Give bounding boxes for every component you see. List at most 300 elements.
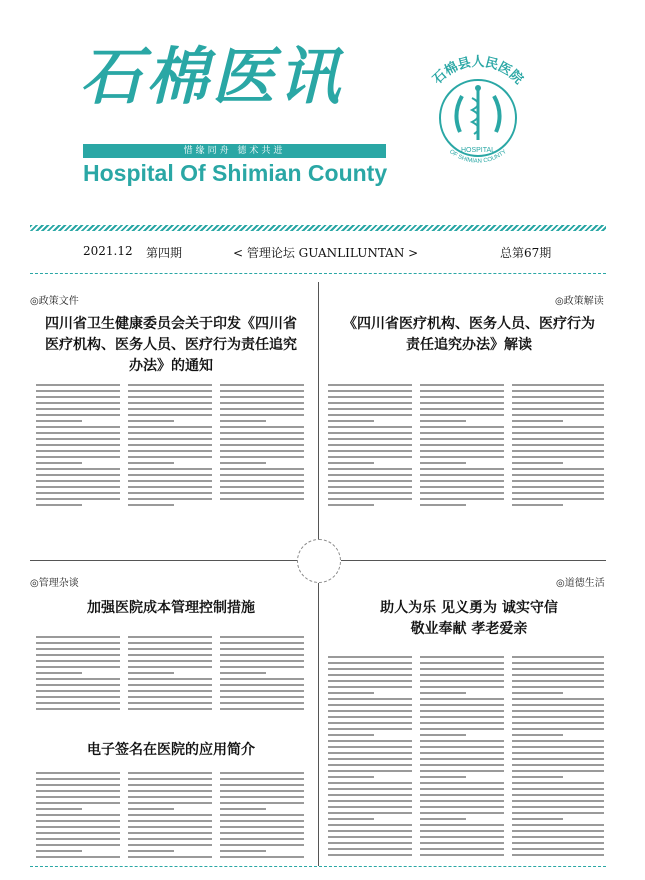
- body-text-line: [512, 396, 604, 398]
- body-text-line: [420, 704, 504, 706]
- body-text-line: [36, 444, 120, 446]
- body-text-line: [420, 776, 466, 778]
- body-text-line: [128, 450, 212, 452]
- body-text-line: [420, 728, 504, 730]
- body-text-line: [512, 770, 604, 772]
- body-text-line: [220, 438, 304, 440]
- body-text-column: [220, 636, 304, 716]
- body-text-line: [36, 396, 120, 398]
- body-text-line: [420, 668, 504, 670]
- body-text-line: [128, 838, 212, 840]
- column-divider-bottom: [318, 581, 319, 866]
- body-text-line: [328, 680, 412, 682]
- body-text-line: [420, 402, 504, 404]
- body-text-line: [128, 820, 212, 822]
- body-text-line: [36, 850, 82, 852]
- body-text-line: [328, 656, 412, 658]
- body-text-column: [36, 636, 120, 716]
- body-text-line: [328, 444, 412, 446]
- body-text-line: [420, 486, 504, 488]
- body-text-line: [128, 456, 212, 458]
- body-text-line: [128, 408, 212, 410]
- body-text-line: [128, 384, 212, 386]
- body-text-line: [328, 836, 412, 838]
- body-text-line: [420, 656, 504, 658]
- body-text-line: [420, 498, 504, 500]
- body-text-column: [36, 772, 120, 862]
- body-text-line: [512, 800, 604, 802]
- body-text-line: [220, 396, 304, 398]
- body-text-line: [512, 764, 604, 766]
- body-text-line: [512, 842, 604, 844]
- body-text-line: [36, 702, 120, 704]
- body-text-line: [128, 462, 174, 464]
- body-text-line: [128, 642, 212, 644]
- body-text-line: [220, 702, 304, 704]
- body-text-line: [220, 432, 304, 434]
- body-text-line: [420, 836, 504, 838]
- body-text-line: [220, 498, 304, 500]
- body-text-line: [36, 778, 120, 780]
- body-text-line: [512, 468, 604, 470]
- body-text-line: [36, 438, 120, 440]
- body-text-line: [328, 402, 412, 404]
- body-text-line: [220, 790, 304, 792]
- body-text-line: [420, 384, 504, 386]
- body-text-line: [420, 686, 504, 688]
- body-text-line: [420, 680, 504, 682]
- body-text-line: [36, 678, 120, 680]
- body-text-line: [512, 722, 604, 724]
- body-text-line: [420, 450, 504, 452]
- body-text-line: [328, 776, 374, 778]
- body-text-line: [512, 414, 604, 416]
- body-text-line: [512, 504, 563, 506]
- body-text-line: [328, 740, 412, 742]
- body-text-line: [328, 764, 412, 766]
- body-text-line: [36, 708, 120, 710]
- body-text-line: [128, 778, 212, 780]
- body-text-line: [36, 504, 82, 506]
- body-text-line: [128, 420, 174, 422]
- body-text-line: [220, 672, 266, 674]
- body-text-line: [220, 814, 304, 816]
- decorative-wave-divider: [30, 225, 606, 231]
- body-text-line: [512, 704, 604, 706]
- masthead-english-title: Hospital Of Shimian County: [83, 160, 388, 186]
- body-text-line: [220, 832, 304, 834]
- body-text-line: [512, 456, 604, 458]
- body-text-line: [420, 414, 504, 416]
- body-text-line: [128, 666, 212, 668]
- article-title-moral-values: 助人为乐 见义勇为 诚实守信 敬业奉献 孝老爱亲: [380, 600, 558, 637]
- body-text-line: [220, 778, 304, 780]
- body-text-line: [512, 698, 604, 700]
- body-text-line: [128, 426, 212, 428]
- body-text-line: [128, 702, 212, 704]
- body-text-line: [512, 794, 604, 796]
- body-text-line: [328, 812, 412, 814]
- body-text-line: [220, 642, 304, 644]
- dashed-rule: [30, 273, 606, 274]
- seal-name-en-bottom: OF SHIMIAN COUNTY: [448, 148, 508, 165]
- body-text-line: [420, 444, 504, 446]
- body-text-line: [128, 654, 212, 656]
- body-text-line: [420, 390, 504, 392]
- body-text-line: [420, 492, 504, 494]
- bottom-dashed-rule: [30, 866, 606, 867]
- body-text-line: [420, 734, 466, 736]
- body-text-line: [328, 408, 412, 410]
- row-divider-right: [339, 560, 606, 561]
- body-text-line: [512, 710, 604, 712]
- body-text-line: [220, 390, 304, 392]
- body-text-line: [420, 662, 504, 664]
- body-text-column: [328, 384, 412, 514]
- body-text-line: [420, 806, 504, 808]
- body-text-line: [512, 498, 604, 500]
- body-text-line: [220, 820, 304, 822]
- body-text-line: [36, 474, 120, 476]
- body-text-line: [420, 854, 504, 856]
- body-text-line: [420, 722, 504, 724]
- body-text-line: [420, 752, 504, 754]
- body-text-line: [512, 438, 604, 440]
- body-text-column: [128, 384, 212, 514]
- body-text-line: [220, 666, 304, 668]
- body-text-line: [220, 690, 304, 692]
- body-text-line: [128, 402, 212, 404]
- body-text-line: [220, 850, 266, 852]
- body-text-line: [36, 666, 120, 668]
- body-text-line: [420, 710, 504, 712]
- body-text-line: [128, 390, 212, 392]
- body-text-line: [220, 420, 266, 422]
- article-title-cost-control: 加强医院成本管理控制措施: [87, 600, 255, 616]
- body-text-line: [420, 468, 504, 470]
- body-text-line: [328, 848, 412, 850]
- body-text-line: [220, 456, 304, 458]
- body-text-line: [328, 480, 412, 482]
- body-text-line: [36, 814, 120, 816]
- body-text-line: [128, 790, 212, 792]
- body-text-line: [36, 790, 120, 792]
- body-text-line: [328, 722, 412, 724]
- body-text-line: [328, 450, 412, 452]
- body-text-line: [220, 480, 304, 482]
- body-text-line: [512, 758, 604, 760]
- body-text-line: [420, 764, 504, 766]
- body-text-line: [512, 426, 604, 428]
- body-text-line: [512, 450, 604, 452]
- body-text-line: [420, 462, 466, 464]
- body-text-line: [36, 684, 120, 686]
- body-text-line: [220, 408, 304, 410]
- body-text-line: [512, 848, 604, 850]
- article-title-policy-notice: 四川省卫生健康委员会关于印发《四川省 医疗机构、医务人员、医疗行为责任追究 办法》的通知: [45, 316, 297, 374]
- body-text-line: [36, 832, 120, 834]
- body-text-line: [512, 806, 604, 808]
- body-text-line: [128, 438, 212, 440]
- body-text-line: [36, 820, 120, 822]
- body-text-line: [328, 384, 412, 386]
- body-text-line: [128, 486, 212, 488]
- body-text-line: [36, 696, 120, 698]
- body-text-line: [220, 826, 304, 828]
- body-text-line: [220, 784, 304, 786]
- row-divider-left: [30, 560, 297, 561]
- body-text-line: [128, 850, 174, 852]
- body-text-line: [512, 746, 604, 748]
- body-text-line: [220, 450, 304, 452]
- body-text-line: [512, 420, 563, 422]
- body-text-line: [128, 796, 212, 798]
- body-text-column: [420, 656, 504, 862]
- issue-number: 第四期: [146, 246, 183, 260]
- body-text-line: [36, 486, 120, 488]
- body-text-line: [420, 842, 504, 844]
- body-text-line: [420, 812, 504, 814]
- body-text-line: [512, 776, 563, 778]
- body-text-line: [512, 716, 604, 718]
- body-text-line: [36, 420, 82, 422]
- body-text-line: [36, 690, 120, 692]
- body-text-line: [36, 796, 120, 798]
- body-text-line: [328, 462, 374, 464]
- body-text-line: [128, 672, 174, 674]
- body-text-line: [420, 504, 466, 506]
- body-text-line: [220, 486, 304, 488]
- body-text-line: [128, 772, 212, 774]
- body-text-line: [36, 772, 120, 774]
- body-text-line: [512, 462, 563, 464]
- body-text-line: [36, 432, 120, 434]
- section-label-policy-interpretation: ◎政策解读: [555, 296, 604, 307]
- body-text-line: [512, 486, 604, 488]
- body-text-line: [512, 656, 604, 658]
- body-text-line: [328, 486, 412, 488]
- body-text-line: [220, 468, 304, 470]
- body-text-line: [36, 402, 120, 404]
- body-text-line: [512, 432, 604, 434]
- body-text-line: [420, 746, 504, 748]
- body-text-line: [328, 414, 412, 416]
- body-text-line: [220, 808, 266, 810]
- body-text-line: [36, 838, 120, 840]
- body-text-line: [36, 856, 120, 858]
- body-text-line: [220, 856, 304, 858]
- body-text-line: [128, 856, 212, 858]
- body-text-line: [328, 686, 412, 688]
- body-text-line: [128, 708, 212, 710]
- body-text-line: [512, 662, 604, 664]
- body-text-line: [512, 782, 604, 784]
- body-text-line: [128, 444, 212, 446]
- body-text-line: [328, 492, 412, 494]
- body-text-line: [420, 770, 504, 772]
- body-text-line: [512, 402, 604, 404]
- body-text-column: [328, 656, 412, 862]
- body-text-line: [420, 818, 466, 820]
- body-text-line: [328, 432, 412, 434]
- body-text-line: [328, 668, 412, 670]
- body-text-line: [328, 746, 412, 748]
- body-text-line: [328, 504, 374, 506]
- body-text-line: [36, 498, 120, 500]
- body-text-line: [328, 806, 412, 808]
- body-text-line: [328, 420, 374, 422]
- body-text-line: [420, 674, 504, 676]
- body-text-line: [328, 770, 412, 772]
- center-circle-ornament: [297, 539, 341, 583]
- body-text-line: [420, 432, 504, 434]
- body-text-line: [420, 420, 466, 422]
- body-text-line: [420, 456, 504, 458]
- body-text-line: [36, 808, 82, 810]
- body-text-line: [512, 740, 604, 742]
- body-text-line: [512, 680, 604, 682]
- body-text-line: [328, 752, 412, 754]
- body-text-line: [420, 426, 504, 428]
- body-text-line: [220, 492, 304, 494]
- body-text-line: [36, 636, 120, 638]
- body-text-line: [220, 426, 304, 428]
- body-text-line: [36, 426, 120, 428]
- body-text-line: [36, 826, 120, 828]
- body-text-line: [328, 662, 412, 664]
- body-text-line: [328, 498, 412, 500]
- body-text-line: [128, 660, 212, 662]
- body-text-line: [328, 438, 412, 440]
- body-text-line: [36, 844, 120, 846]
- body-text-line: [36, 462, 82, 464]
- body-text-line: [512, 812, 604, 814]
- issue-date: 2021.12: [83, 244, 133, 258]
- body-text-line: [328, 710, 412, 712]
- body-text-line: [220, 660, 304, 662]
- section-label-management: ◎管理杂谈: [30, 578, 79, 589]
- body-text-line: [420, 758, 504, 760]
- body-text-line: [220, 838, 304, 840]
- body-text-line: [220, 402, 304, 404]
- body-text-line: [328, 842, 412, 844]
- body-text-line: [420, 438, 504, 440]
- body-text-line: [220, 772, 304, 774]
- body-text-line: [328, 818, 374, 820]
- body-text-line: [328, 794, 412, 796]
- body-text-line: [220, 696, 304, 698]
- issue-total: 总第67期: [500, 246, 552, 260]
- body-text-line: [220, 654, 304, 656]
- body-text-line: [36, 390, 120, 392]
- body-text-line: [220, 802, 304, 804]
- body-text-line: [512, 474, 604, 476]
- body-text-line: [420, 830, 504, 832]
- body-text-line: [36, 414, 120, 416]
- issue-column: < 管理论坛 GUANLILUNTAN >: [233, 246, 419, 260]
- body-text-line: [328, 396, 412, 398]
- body-text-line: [36, 654, 120, 656]
- body-text-line: [512, 728, 604, 730]
- body-text-line: [128, 784, 212, 786]
- body-text-line: [420, 474, 504, 476]
- masthead-title: 石棉医讯: [80, 40, 345, 113]
- body-text-line: [128, 468, 212, 470]
- body-text-line: [36, 384, 120, 386]
- body-text-column: [36, 384, 120, 514]
- body-text-line: [128, 808, 174, 810]
- body-text-line: [512, 734, 563, 736]
- body-text-line: [36, 660, 120, 662]
- body-text-line: [512, 480, 604, 482]
- body-text-line: [512, 824, 604, 826]
- body-text-line: [128, 844, 212, 846]
- body-text-line: [128, 832, 212, 834]
- body-text-line: [128, 504, 174, 506]
- body-text-line: [328, 474, 412, 476]
- body-text-line: [128, 802, 212, 804]
- body-text-line: [128, 826, 212, 828]
- body-text-line: [420, 480, 504, 482]
- body-text-line: [420, 800, 504, 802]
- body-text-line: [420, 408, 504, 410]
- article-title-policy-interpretation: 《四川省医疗机构、医务人员、医疗行为 责任追究办法》解读: [343, 316, 595, 353]
- body-text-line: [512, 674, 604, 676]
- body-text-line: [328, 734, 374, 736]
- body-text-line: [128, 492, 212, 494]
- body-text-line: [220, 844, 304, 846]
- body-text-line: [128, 678, 212, 680]
- body-text-line: [128, 648, 212, 650]
- body-text-line: [128, 480, 212, 482]
- body-text-line: [220, 678, 304, 680]
- body-text-line: [512, 390, 604, 392]
- body-text-line: [36, 408, 120, 410]
- body-text-line: [420, 782, 504, 784]
- body-text-line: [328, 716, 412, 718]
- body-text-line: [220, 708, 304, 710]
- hospital-seal-logo: [412, 48, 544, 180]
- body-text-line: [36, 784, 120, 786]
- masthead-motto: 惜缘同舟 德术共进: [83, 144, 386, 158]
- body-text-line: [512, 692, 563, 694]
- body-text-line: [512, 668, 604, 670]
- body-text-column: [128, 636, 212, 716]
- body-text-line: [420, 396, 504, 398]
- body-text-line: [512, 818, 563, 820]
- body-text-line: [328, 456, 412, 458]
- body-text-line: [220, 444, 304, 446]
- body-text-line: [128, 636, 212, 638]
- body-text-line: [328, 426, 412, 428]
- body-text-line: [328, 758, 412, 760]
- body-text-line: [420, 740, 504, 742]
- body-text-line: [420, 824, 504, 826]
- body-text-line: [36, 648, 120, 650]
- body-text-line: [328, 830, 412, 832]
- seal-name-cn: 石棉县人民医院: [430, 55, 526, 88]
- body-text-line: [36, 492, 120, 494]
- body-text-line: [512, 444, 604, 446]
- body-text-line: [220, 384, 304, 386]
- body-text-line: [36, 642, 120, 644]
- body-text-line: [36, 468, 120, 470]
- body-text-line: [220, 648, 304, 650]
- body-text-line: [420, 716, 504, 718]
- body-text-line: [36, 672, 82, 674]
- body-text-line: [220, 796, 304, 798]
- body-text-line: [328, 728, 412, 730]
